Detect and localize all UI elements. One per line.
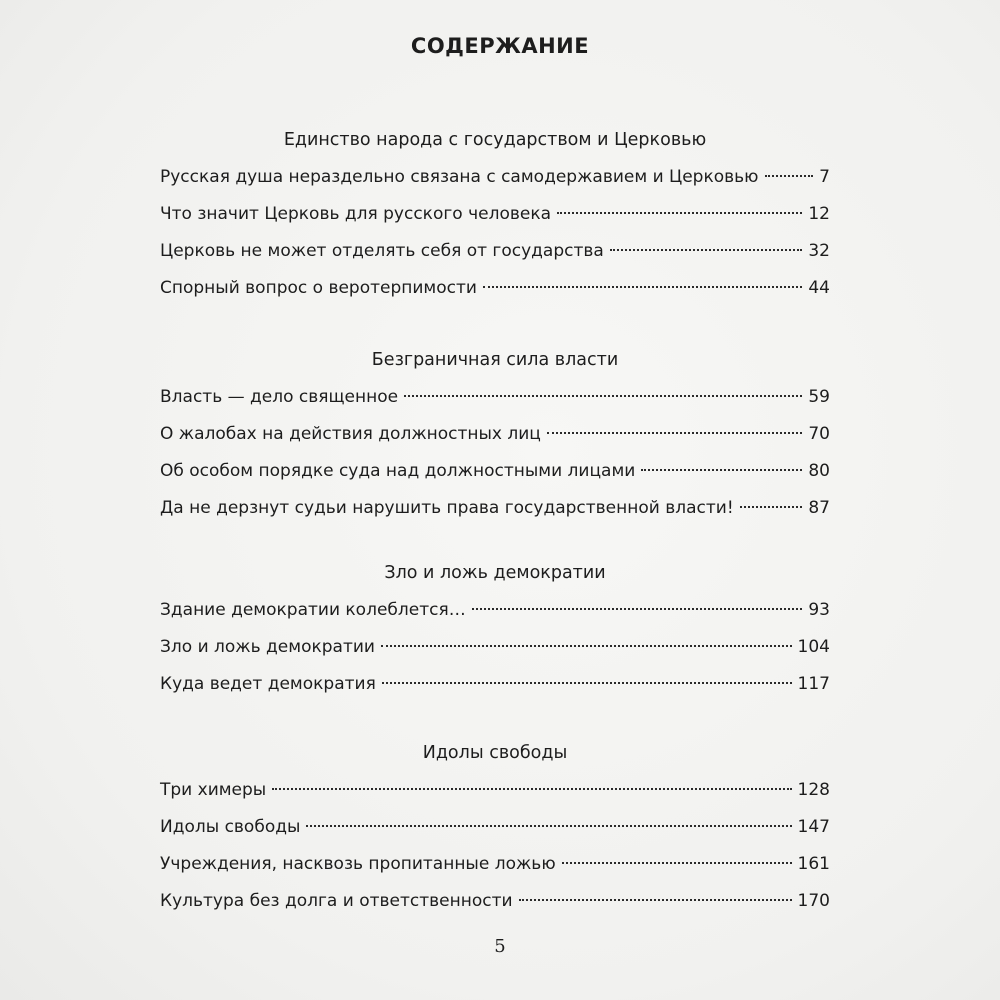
entry-title: Здание демократии колеблется… — [160, 600, 466, 620]
dot-leader — [641, 469, 802, 471]
entry-title: Зло и ложь демократии — [160, 637, 375, 657]
entry-page-number: 80 — [808, 461, 830, 481]
dot-leader — [306, 825, 791, 827]
toc-entry — [160, 777, 830, 803]
entry-page-number: 70 — [808, 424, 830, 444]
toc-entry — [160, 384, 830, 410]
toc-entry — [160, 275, 830, 301]
toc-entry — [160, 458, 830, 484]
dot-leader — [483, 286, 802, 288]
dot-leader — [610, 249, 803, 251]
toc-entry — [160, 597, 830, 623]
entry-page-number: 12 — [808, 204, 830, 224]
entry-page-number: 104 — [797, 637, 830, 657]
dot-leader — [519, 899, 792, 901]
entry-page-number: 170 — [797, 891, 830, 911]
toc-section-power — [160, 347, 830, 532]
toc-entry — [160, 201, 830, 227]
toc-entry — [160, 634, 830, 660]
dot-leader — [382, 682, 792, 684]
entry-title: О жалобах на действия должностных лиц — [160, 424, 541, 444]
entry-page-number: 32 — [808, 241, 830, 261]
entry-title: Культура без долга и ответственности — [160, 891, 513, 911]
page-number: 5 — [494, 936, 506, 957]
entry-page-number: 87 — [808, 498, 830, 518]
toc-entry — [160, 671, 830, 697]
entry-title: Учреждения, насквозь пропитанные ложью — [160, 854, 556, 874]
dot-leader — [472, 608, 803, 610]
toc-section-democracy — [160, 560, 830, 708]
entry-title: Идолы свободы — [160, 817, 301, 837]
toc-section-freedom — [160, 740, 830, 925]
entry-page-number: 128 — [797, 780, 830, 800]
dot-leader — [562, 862, 792, 864]
section-heading: Зло и ложь демократии — [384, 563, 606, 583]
entry-page-number: 147 — [797, 817, 830, 837]
entry-title: Власть — дело священное — [160, 387, 399, 407]
section-heading: Идолы свободы — [422, 743, 568, 763]
entry-page-number: 161 — [797, 854, 830, 874]
entry-title: Русская душа нераздельно связана с самодержавием и Церковью — [160, 167, 759, 187]
toc-entry — [160, 495, 830, 521]
entry-page-number: 93 — [808, 600, 830, 620]
entry-page-number: 59 — [808, 387, 830, 407]
entry-title: Что значит Церковь для русского человека — [160, 204, 552, 224]
section-heading: Единство народа с государством и Церковью — [283, 130, 707, 150]
entry-page-number: 117 — [797, 674, 830, 694]
dot-leader — [381, 645, 792, 647]
toc-entry — [160, 888, 830, 914]
toc-title: СОДЕРЖАНИЕ — [410, 34, 590, 58]
dot-leader — [547, 432, 802, 434]
entry-title: Спорный вопрос о веротерпимости — [160, 278, 477, 298]
dot-leader — [404, 395, 802, 397]
entry-page-number: 7 — [819, 167, 830, 187]
entry-title: Куда ведет демократия — [160, 674, 376, 694]
entry-title: Об особом порядке суда над должностными лицами — [160, 461, 636, 481]
entry-title: Церковь не может отделять себя от государства — [160, 241, 604, 261]
toc-entry — [160, 421, 830, 447]
toc-entry — [160, 238, 830, 264]
toc-entry — [160, 851, 830, 877]
dot-leader — [765, 175, 814, 177]
entry-title: Три химеры — [160, 780, 267, 800]
section-heading: Безграничная сила власти — [371, 350, 619, 370]
dot-leader — [740, 506, 803, 508]
toc-section-unity — [160, 127, 830, 312]
entry-title: Да не дерзнут судьи нарушить права государственной власти! — [160, 498, 734, 518]
dot-leader — [272, 788, 791, 790]
entry-page-number: 44 — [808, 278, 830, 298]
toc-entry — [160, 164, 830, 190]
toc-entry — [160, 814, 830, 840]
dot-leader — [557, 212, 802, 214]
